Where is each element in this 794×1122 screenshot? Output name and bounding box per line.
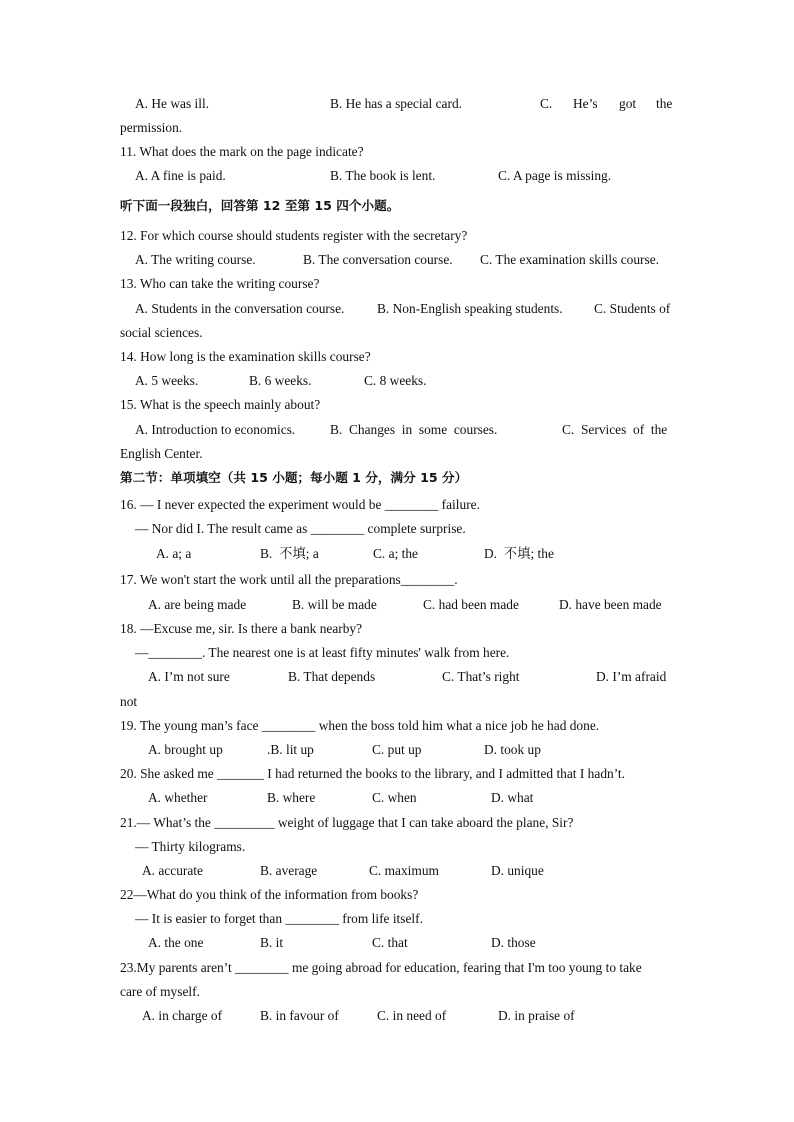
q18-option-d: D. I’m afraid	[596, 669, 667, 684]
q16-option-c: C. a; the	[373, 546, 418, 561]
q18-option-a: A. I’m not sure	[148, 669, 230, 684]
question-14: 14. How long is the examination skills course?	[120, 349, 371, 364]
section-2-heading: 第二节：单项填空（共 15 小题；每小题 1 分，满分 15 分）	[120, 470, 468, 485]
q22-option-d: D. those	[491, 935, 536, 950]
q20-option-a: A. whether	[148, 790, 208, 805]
question-21-reply: — Thirty kilograms.	[135, 839, 246, 854]
q17-option-a: A. are being made	[148, 597, 247, 612]
q11-option-b: B. The book is lent.	[330, 168, 436, 183]
q10-option-b: B. He has a special card.	[330, 96, 462, 111]
q10-option-c-cont: permission.	[120, 120, 183, 135]
q12-option-c: C. The examination skills course.	[480, 252, 660, 267]
q18-option-b: B. That depends	[288, 669, 376, 684]
q11-option-a: A. A fine is paid.	[135, 168, 226, 183]
q23-option-c: C. in need of	[377, 1008, 447, 1023]
q23-option-d: D. in praise of	[498, 1008, 575, 1023]
question-23-cont: care of myself.	[120, 984, 200, 999]
q22-option-b: B. it	[260, 935, 284, 950]
question-20: 20. She asked me _______ I had returned the books to the library, and I admitted that I hadn’t.	[120, 766, 625, 781]
q23-option-a: A. in charge of	[142, 1008, 223, 1023]
question-15: 15. What is the speech mainly about?	[120, 397, 321, 412]
q13-option-c: C. Students of	[594, 301, 671, 316]
q20-option-d: D. what	[491, 790, 534, 805]
q21-option-a: A. accurate	[142, 863, 203, 878]
q12-option-a: A. The writing course.	[135, 252, 256, 267]
q10-option-c-label: C.	[540, 96, 553, 111]
question-21: 21.— What’s the _________ weight of luggage that I can take aboard the plane, Sir?	[120, 815, 574, 830]
q21-option-d: D. unique	[491, 863, 544, 878]
question-11: 11. What does the mark on the page indicate?	[120, 144, 364, 159]
q17-option-b: B. will be made	[292, 597, 377, 612]
question-17: 17. We won't start the work until all the preparations________.	[120, 572, 458, 587]
q23-option-b: B. in favour of	[260, 1008, 339, 1023]
question-19: 19. The young man’s face ________ when the boss told him what a nice job he had done.	[120, 718, 600, 733]
q16-option-d: D. 不填; the	[484, 546, 554, 561]
q18-option-d-cont: not	[120, 694, 138, 709]
q22-option-a: A. the one	[148, 935, 204, 950]
q15-option-a: A. Introduction to economics.	[135, 422, 296, 437]
q10-option-a: A. He was ill.	[135, 96, 210, 111]
q19-option-c: C. put up	[372, 742, 422, 757]
q22-option-c: C. that	[372, 935, 408, 950]
q11-option-c: C. A page is missing.	[498, 168, 612, 183]
q16-option-a: A. a; a	[156, 546, 192, 561]
q19-option-d: D. took up	[484, 742, 541, 757]
q13-option-a: A. Students in the conversation course.	[135, 301, 345, 316]
question-16: 16. — I never expected the experiment would be ________ failure.	[120, 497, 480, 512]
question-13: 13. Who can take the writing course?	[120, 276, 320, 291]
q13-option-b: B. Non-English speaking students.	[377, 301, 563, 316]
q15-option-c-cont: English Center.	[120, 446, 203, 461]
q21-option-c: C. maximum	[369, 863, 439, 878]
q14-option-b: B. 6 weeks.	[249, 373, 312, 388]
q17-option-c: C. had been made	[423, 597, 519, 612]
question-23: 23.My parents aren’t ________ me going abroad for education, fearing that I'm too young to take	[120, 960, 642, 975]
q16-option-b: B. 不填; a	[260, 546, 319, 561]
q20-option-b: B. where	[267, 790, 316, 805]
question-18: 18. —Excuse me, sir. Is there a bank nearby?	[120, 621, 363, 636]
q18-option-c: C. That’s right	[442, 669, 520, 684]
q21-option-b: B. average	[260, 863, 318, 878]
q12-option-b: B. The conversation course.	[303, 252, 453, 267]
q17-option-d: D. have been made	[559, 597, 662, 612]
q14-option-c: C. 8 weeks.	[364, 373, 427, 388]
question-12: 12. For which course should students register with the secretary?	[120, 228, 468, 243]
section-monologue-heading: 听下面一段独白，回答第 12 至第 15 四个小题。	[120, 198, 400, 213]
q19-option-b: .B. lit up	[267, 742, 314, 757]
q15-option-c: C. Services of the	[562, 422, 668, 437]
question-22-reply: — It is easier to forget than ________ from life itself.	[135, 911, 423, 926]
q10-option-c-word2: got	[619, 96, 637, 111]
q14-option-a: A. 5 weeks.	[135, 373, 199, 388]
q15-option-b: B. Changes in some courses.	[330, 422, 498, 437]
q19-option-a: A. brought up	[148, 742, 223, 757]
q10-option-c-word1: He’s	[573, 96, 598, 111]
question-18-reply: —________. The nearest one is at least fifty minutes' walk from here.	[135, 645, 510, 660]
question-16-reply: — Nor did I. The result came as ________ complete surprise.	[135, 521, 466, 536]
q13-option-c-cont: social sciences.	[120, 325, 203, 340]
q10-option-c-word3: the	[656, 96, 673, 111]
question-22: 22—What do you think of the information from books?	[120, 887, 419, 902]
q20-option-c: C. when	[372, 790, 417, 805]
